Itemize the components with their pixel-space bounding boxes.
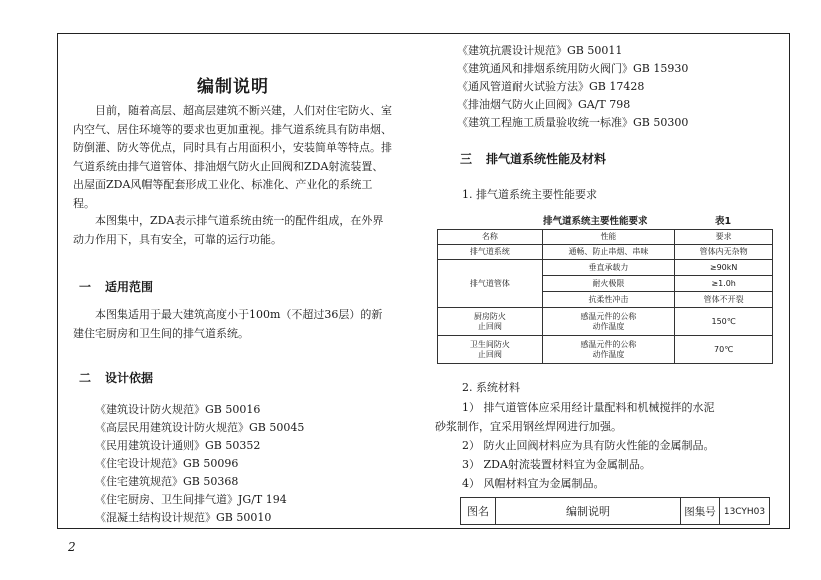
reference-line: 《建筑工程施工质量验收统一标准》GB 50300 bbox=[457, 116, 689, 129]
reference-line: 《排油烟气防火止回阀》GA/T 798 bbox=[457, 98, 631, 111]
table-row bbox=[438, 245, 773, 260]
table-cell: 150℃ bbox=[675, 308, 773, 336]
table-header-cell: 要求 bbox=[675, 230, 773, 245]
drawing-name: 编制说明 bbox=[495, 497, 681, 525]
table-cell: 管体不开裂 bbox=[675, 292, 773, 308]
material-line: 1） 排气道管体应采用经计量配料和机械搅拌的水泥 bbox=[462, 401, 715, 414]
table-cell: 抗柔性冲击 bbox=[542, 292, 675, 308]
reference-line: 《通风管道耐火试验方法》GB 17428 bbox=[457, 80, 645, 93]
table-cell: 排气道系统 bbox=[438, 245, 543, 260]
section-1-title: 适用范围 bbox=[105, 280, 154, 294]
table-row bbox=[438, 260, 773, 276]
reference-line: 《住宅厨房、卫生间排气道》JG/T 194 bbox=[95, 493, 287, 506]
atlas-number-label: 图集号 bbox=[680, 497, 720, 525]
section-2-heading bbox=[79, 369, 153, 386]
section-3-number: 三 bbox=[460, 152, 473, 166]
table-cell: 管体内无杂物 bbox=[675, 245, 773, 260]
table-cell: 垂直承载力 bbox=[542, 260, 675, 276]
reference-line: 《建筑通风和排烟系统用防火阀门》GB 15930 bbox=[457, 62, 689, 75]
intro-paragraph-1: 目前，随着高层、超高层建筑不断兴建，人们对住宅防火、室内空气、居住环境等的要求也更加重视。排气道系统具有防串烟、防倒灌、防火等优点，同时具有占用面积小，安装简单等特点。排气道系统由排气道管体、排油烟气防火止回阀和ZDA射流装置、出屋面ZDA风帽等配套形成工业化、标准化、产业化的系统工程。 bbox=[73, 104, 392, 210]
table-row bbox=[438, 336, 773, 364]
table-cell: 感温元件的公称 动作温度 bbox=[542, 336, 675, 364]
table-cell: 感温元件的公称 动作温度 bbox=[542, 308, 675, 336]
subsection-2-title: 2. 系统材料 bbox=[462, 381, 520, 394]
table-cell: 厨房防火 止回阀 bbox=[438, 308, 543, 336]
reference-line: 《住宅建筑规范》GB 50368 bbox=[95, 475, 239, 488]
reference-line: 《高层民用建筑设计防火规范》GB 50045 bbox=[95, 421, 305, 434]
title-block bbox=[460, 497, 770, 525]
table-cell: ≥1.0h bbox=[675, 276, 773, 292]
table-cell: 排气道管体 bbox=[438, 260, 543, 308]
material-line: 3） ZDA射流装置材料宜为金属制品。 bbox=[462, 458, 651, 471]
table-cell: 耐火极限 bbox=[542, 276, 675, 292]
material-line: 砂浆制作，宜采用钢丝焊网进行加强。 bbox=[435, 420, 622, 433]
atlas-number: 13CYH03 bbox=[719, 497, 770, 525]
table-cell: 通畅、防止串烟、串味 bbox=[542, 245, 675, 260]
table-caption: 排气道系统主要性能要求 bbox=[543, 216, 648, 227]
subsection-1-title: 1. 排气道系统主要性能要求 bbox=[462, 188, 597, 201]
reference-line: 《建筑设计防火规范》GB 50016 bbox=[95, 403, 261, 416]
table-row bbox=[438, 308, 773, 336]
reference-line: 《住宅设计规范》GB 50096 bbox=[95, 457, 239, 470]
table-header-row bbox=[438, 230, 773, 245]
section-3-heading bbox=[460, 150, 606, 167]
table-cell: 70℃ bbox=[675, 336, 773, 364]
table-header-cell: 名称 bbox=[438, 230, 543, 245]
reference-line: 《混凝土结构设计规范》GB 50010 bbox=[95, 511, 272, 524]
section-3-title: 排气道系统性能及材料 bbox=[486, 152, 607, 166]
table-cell: 卫生间防火 止回阀 bbox=[438, 336, 543, 364]
intro-paragraph-2: 本图集中，ZDA表示排气道系统由统一的配件组成，在外界动力作用下，具有安全，可靠的运行功能。 bbox=[73, 214, 384, 246]
section-1-heading bbox=[79, 278, 153, 295]
page-title: 编制说明 bbox=[197, 77, 269, 97]
section-2-title: 设计依据 bbox=[105, 371, 154, 385]
page-number: 2 bbox=[68, 540, 76, 554]
reference-line: 《民用建筑设计通则》GB 50352 bbox=[95, 439, 261, 452]
material-line: 4） 风帽材料宜为金属制品。 bbox=[462, 477, 605, 490]
material-line: 2） 防火止回阀材料应为具有防火性能的金属制品。 bbox=[462, 439, 715, 452]
performance-table bbox=[437, 229, 773, 364]
drawing-name-label: 图名 bbox=[460, 497, 496, 525]
section-2-number: 二 bbox=[79, 371, 92, 385]
table-cell: ≥90kN bbox=[675, 260, 773, 276]
section-1-text: 本图集适用于最大建筑高度小于100m（不超过36层）的新建住宅厨房和卫生间的排气道系统。 bbox=[73, 308, 383, 340]
section-1-number: 一 bbox=[79, 280, 92, 294]
table-number: 表1 bbox=[715, 216, 732, 227]
table-header-cell: 性能 bbox=[542, 230, 675, 245]
reference-line: 《建筑抗震设计规范》GB 50011 bbox=[457, 44, 623, 57]
